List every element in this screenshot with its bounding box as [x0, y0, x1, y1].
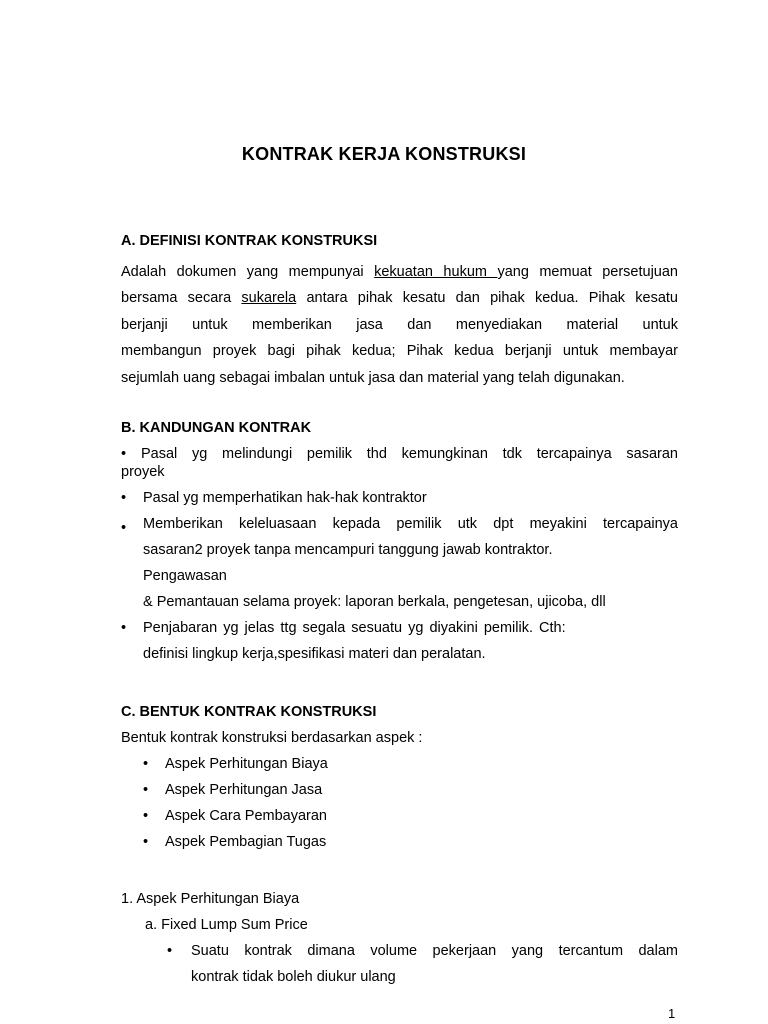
list-item-text: Aspek Perhitungan Biaya [165, 756, 328, 772]
list-item-text: Memberikan keleluasaan kepada pemilik utk dpt meyakini tercapainya [143, 516, 678, 532]
bullet-icon: • [143, 782, 149, 798]
para-line [121, 259, 678, 285]
bullet-icon: • [143, 834, 149, 850]
section-a-paragraph [121, 259, 678, 391]
aspect-list [143, 755, 678, 851]
list-item-text: Pengawasan [143, 568, 227, 584]
list-item [121, 489, 678, 507]
list-item [143, 755, 678, 773]
text-run: antara pihak kesatu dan pihak kedua. Pihak kesatu [296, 290, 678, 307]
list-item-text: kontrak tidak boleh diukur ulang [191, 969, 396, 985]
bullet-icon: • [121, 490, 127, 506]
list-item [143, 807, 678, 825]
section-c-heading: C. BENTUK KONTRAK KONSTRUKSI [121, 704, 377, 720]
section-a-heading: A. DEFINISI KONTRAK KONSTRUKSI [121, 233, 378, 249]
page-number: 1 [668, 1006, 676, 1021]
list-item-text: Penjabaran yg jelas ttg segala sesuatu yg diyakini pemilik. Cth: [143, 620, 566, 636]
underlined-term: kekuatan hukum [374, 264, 498, 280]
bullet-icon: • [143, 756, 149, 772]
page-title: KONTRAK KERJA KONSTRUKSI [241, 144, 527, 164]
para-line [121, 285, 678, 311]
numbered-section [121, 890, 678, 986]
section-b [121, 419, 678, 663]
bullet-icon: • [121, 446, 127, 462]
list-item-text: & Pemantauan selama proyek: laporan berkala, pengetesan, ujicoba, dll [143, 594, 606, 610]
numbered-item: 1. Aspek Perhitungan Biaya [121, 891, 300, 907]
para-line: membangun proyek bagi pihak kedua; Pihak kedua berjanji untuk membayar [121, 343, 678, 360]
list-item-text: Aspek Perhitungan Jasa [165, 782, 323, 798]
list-item [167, 942, 678, 986]
list-item-text: Aspek Pembagian Tugas [165, 834, 327, 850]
list-item [143, 833, 678, 851]
underlined-term: sukarela [241, 290, 297, 307]
numbered-subitem: a. Fixed Lump Sum Price [145, 917, 308, 933]
list-item [121, 445, 678, 463]
section-c [121, 703, 678, 851]
list-item-text: Pasal yg memperhatikan hak-hak kontraktor [143, 490, 427, 506]
bullet-icon: • [167, 943, 173, 959]
text-run: Adalah dokumen yang mempunyai [121, 264, 375, 280]
bullet-icon: • [121, 620, 127, 636]
para-line: sejumlah uang sebagai imbalan untuk jasa dan material yang telah digunakan. [121, 369, 625, 386]
list-item [121, 515, 678, 611]
section-a [121, 232, 678, 391]
para-line: berjanji untuk memberikan jasa dan menyediakan material untuk [121, 316, 678, 333]
bullet-icon: • [121, 520, 127, 536]
list-item-text: definisi lingkup kerja,spesifikasi materi dan peralatan. [143, 646, 486, 662]
list-item-text: Aspek Cara Pembayaran [165, 808, 327, 824]
section-b-heading: B. KANDUNGAN KONTRAK [121, 420, 312, 436]
list-item-text: Suatu kontrak dimana volume pekerjaan yang tercantum dalam [191, 943, 678, 959]
list-item [121, 619, 678, 663]
section-c-intro: Bentuk kontrak konstruksi berdasarkan aspek : [121, 730, 423, 746]
text-run: bersama secara [121, 290, 242, 307]
bullet-icon: • [143, 808, 149, 824]
text-run: yang memuat persetujuan [497, 264, 678, 280]
list-item-continuation: proyek [121, 464, 165, 480]
list-item-text: sasaran2 proyek tanpa mencampuri tanggung jawab kontraktor. [143, 542, 553, 558]
list-item [143, 781, 678, 799]
list-item-text: Pasal yg melindungi pemilik thd kemungkinan tdk tercapainya sasaran [141, 446, 678, 462]
